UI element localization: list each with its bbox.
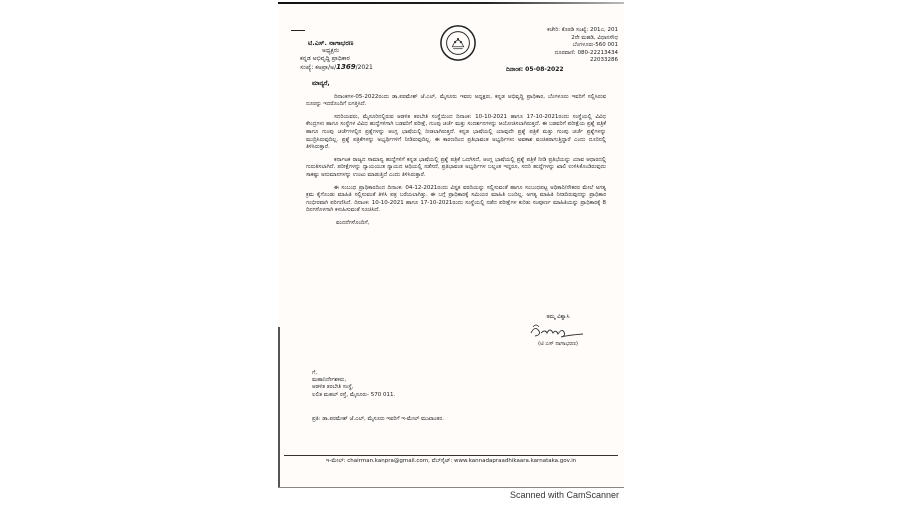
government-emblem-icon — [439, 24, 477, 62]
signatory-name: (ಟಿ ಎಸ್ ನಾಗಾಭರಣ) — [537, 341, 579, 347]
address-line: ಬೆಂಗಳೂರು-560 001 — [572, 42, 618, 48]
reference-number: 1369 — [336, 63, 356, 71]
address-line: 2ನೇ ಮಹಡಿ, ವಿಧಾನಸೌಧ — [571, 34, 618, 41]
email-address: chairman.kanpra@gmail.com — [347, 458, 429, 464]
reference-prefix: ಸಂಖ್ಯೆ: ಕಅಪ್ರಾ/ಅ/ — [300, 64, 337, 71]
copy-to: ಪ್ರತಿ: ಡಾ.ಪರಮೇಶ್ ಜೆ.ಎಲ್, ಮೈಸೂರು ಇವರಿಗೆ ಇ-ಮೇಲ್ ಮುಖಾಂತರ. — [312, 416, 444, 422]
office-address — [506, 27, 618, 73]
recipient-line: ಆಡಳಿತ ತರಬೇತಿ ಸಂಸ್ಥೆ, — [312, 384, 354, 391]
paragraph — [306, 157, 606, 180]
paragraph-text: ಈ ಸಂಬಂಧ ಪ್ರಾಧಿಕಾರದಿಂದ ದಿನಾಂಕ: 04-12-2021ರಂದು ವಿಸ್ತೃತ ವರದಿಯನ್ನು ಸಲ್ಲಿಸುವಂತೆ ಹಾಗೂ ಸಂಬಂಧಪಟ್ಟ ಅಧಿಕಾರಿ/ನೌಕರರ ಮೇಲೆ ಅಗತ್ಯ ಕ್ರಮ ಕೈಗೊಂಡು ಮಾಹಿತಿ ಸಲ್ಲಿಸುವಂತೆ ತಿಳಿಸಿ ಪತ್ರ ಬರೆಯಲಾಗಿತ್ತು. ಈ ಬಗ್ಗೆ ಪ್ರಾಧಿಕಾರಕ್ಕೆ ಸಮಿಯರ ಮಾಹಿತಿ ಬಂದಿಲ್ಲ. ಅಗತ್ಯ ಮಾಹಿತಿ ನೀಡದಿರುವುದನ್ನು ಪ್ರಾಧಿಕಾರ ಗಂಭೀರವಾಗಿ ಪರಿಗಣಿಸಿದೆ. ದಿನಾಂಕ: 10-10-2021 ಹಾಗೂ 17-10-2021ರಂದು ಸಂಸ್ಥೆಯಲ್ಲಿ ನಡೆದ ಪರೀಕ್ಷೆಗಳ ಕುರಿತು ಸಂಪೂರ್ಣ ಮಾಹಿತಿಯನ್ನು ಪ್ರಾಧಿಕಾರಕ್ಕೆ 8 ದಿನಗಳೊಳಗಾಗಿ ಕಳುಹಿಸುವಂತೆ ಸೂಚಿಸಿದೆ. — [306, 184, 606, 214]
sender-organization: ಕನ್ನಡ ಅಭಿವೃದ್ಧಿ ಪ್ರಾಧಿಕಾರ — [300, 55, 350, 62]
salutation: ಮಾನ್ಯರೆ, — [312, 80, 330, 87]
recipient-block — [312, 370, 395, 399]
scanned-letter-page — [278, 2, 624, 488]
page-bottom-edge — [278, 487, 624, 488]
address-line: ಕಚೇರಿ: ಕೊಠಡಿ ಸಂಖ್ಯೆ: 201ಎ, 201 — [547, 27, 618, 33]
sign-off: ತಮ್ಮ ವಿಶ್ವಾಸಿ — [546, 314, 570, 320]
footer-divider — [284, 455, 618, 456]
page-top-edge — [278, 2, 624, 4]
website-label: ವೆಬ್‌ಸೈಟ್: — [431, 458, 453, 464]
handwritten-signature-icon — [523, 321, 593, 341]
reference-year: /2021 — [355, 64, 373, 71]
recipient-line: ಲಲಿತ ಮಹಲ್ ರಸ್ತೆ, ಮೈಸೂರು- 570 011. — [312, 391, 396, 398]
letter-date: ದಿನಾಂಕ: 05-08-2022 — [506, 65, 564, 73]
signature-block — [508, 314, 608, 348]
paragraph-text: ದಿನಾಂಕಗಳ-05-2022ರಂದು ಡಾ.ಪರಮೇಶ್ ಜೆ.ಎಲ್, ಮೈಸೂರು ಇವರು ಅಧ್ಯಕ್ಷರು, ಕನ್ನಡ ಅಭಿವೃದ್ಧಿ ಪ್ರಾಧಿಕಾರ, ಬೆಂಗಳೂರು ಇವರಿಗೆ ಸಲ್ಲಿಸಿರುವ ದೂರನ್ನು ಇದರೊಂದಿಗೆ ಲಗತ್ತಿಸಿದೆ. — [306, 93, 606, 108]
reference-line — [300, 63, 373, 72]
sender-designation: ಅಧ್ಯಕ್ಷರು — [322, 47, 339, 54]
website-url: www.kannadapraadhikaara.karnataka.gov.in — [453, 458, 577, 464]
address-line: ದೂರವಾಣಿ: 080-22213434 — [554, 49, 618, 56]
letterhead-footer: ಇ-ಮೇಲ್: chairman.kanpra@gmail.com, ವೆಬ್‌ಸೈಟ್: www.kannadapraadhikaara.karnataka.gov.in — [325, 458, 577, 464]
paragraph — [306, 185, 606, 215]
closing: ವಂದನೆಗಳೊಂದಿಗೆ, — [336, 219, 370, 226]
email-label: ಇ-ಮೇಲ್: — [325, 458, 346, 464]
address-line: 22033286 — [590, 57, 618, 63]
recipient-line: ಗೆ, — [312, 370, 317, 376]
paragraph — [306, 94, 606, 109]
letter-body — [306, 80, 606, 228]
paragraph — [306, 114, 606, 152]
camscanner-watermark: Scanned with CamScanner — [510, 490, 620, 500]
sender-name: ಟಿ.ಎಸ್. ನಾಗಾಭರಣ — [308, 39, 354, 47]
recipient-line: ಮಹಾನಿರ್ದೇಶಕರು, — [312, 377, 347, 384]
sender-block — [300, 39, 373, 72]
paragraph-text: ಸದರಿಯವರು, ಮೈಸೂರಿನಲ್ಲಿರುವ ಆಡಳಿತ ತರಬೇತಿ ಸಂಸ್ಥೆಯಿಂದ ದಿನಾಂಕ: 10-10-2021 ಹಾಗೂ 17-10-2021ರಂದು ಸಂಸ್ಥೆಯಲ್ಲಿ ವಿವಿಧ ಕೇಂದ್ರಗಳು ಹಾಗೂ ಸಂಸ್ಥೆಗಳ ವಿವಿಧ ಹುದ್ದೆಗಳಿಗಾಗಿ ಬಡವರಿಗೆ ಪರೀಕ್ಷೆ, ಗುಂಪು ಚರ್ಚೆ ಮತ್ತು ಸಂದರ್ಶನಗಳನ್ನು ಆಯೋಜಿಸಲಾಗಿರುತ್ತದೆ. ಈ ಬಡವರಿಗೆ ಪರೀಕ್ಷೆಯ ಪ್ರಶ್ನೆ ಪತ್ರಿಕೆ ಹಾಗೂ ಗುಂಪು ಚರ್ಚೆಗಳಲ್ಲಿನ ಪ್ರಶ್ನೆಗಳನ್ನು ಆಂಗ್ಲ ಭಾಷೆಯಲ್ಲಿ ನೀಡಲಾಗಿರುತ್ತದೆ. ಕನ್ನಡ ಭಾಷೆಯಲ್ಲಿ ಯಾವುದೇ ಪ್ರಶ್ನೆ ಪತ್ರಿಕೆ ಮತ್ತು ಗುಂಪು ಚರ್ಚೆ ಪ್ರಶ್ನೆಗಳನ್ನು ಮುದ್ರಿಸಿರುವುದಿಲ್ಲ. ಪ್ರಶ್ನೆ ಪತ್ರಿಕೆಗಳನ್ನು ಅಭ್ಯರ್ಥಿಗಳಿಗೆ ನೀಡಿರುವುದಿಲ್ಲ. ಈ ಕಾರಣದಿಂದ ಪ್ರತಿಭಾವಂತ ಅಭ್ಯರ್ಥಿಗಳು ಅವಕಾಶ ವಂಚಿತರಾಗುತ್ತಿದ್ದಾರೆ ಎಂದು ದೂರಿನಲ್ಲಿ ತಿಳಿಸಿರುತ್ತಾರೆ. — [306, 113, 606, 151]
pen-mark — [291, 30, 305, 31]
paragraph-text: ಕರ್ನಾಟಕ ರಾಜ್ಯದ ಸಾಮಾನ್ಯ ಹುದ್ದೆಗಳಿಗೆ ಕನ್ನಡ ಭಾಷೆಯಲ್ಲಿ ಪ್ರಶ್ನೆ ಪತ್ರಿಕೆ ಒದಗಿಸದೆ, ಆಂಗ್ಲ ಭಾಷೆಯಲ್ಲಿ ಪ್ರಶ್ನೆ ಪತ್ರಿಕೆ ನೀಡಿ ಪ್ರತಿಭೆಯನ್ನು ಯಾವ ಆಧಾರದಲ್ಲಿ ಗುರುತಿಸಲಾಗಿದೆ. ಪರೀಕ್ಷೆಗಳನ್ನು ನ್ಯಾಯಯುತ ನ್ಯಾಯದ ಆಧಿಯಲ್ಲಿ ನಡೆಸದೆ, ಪ್ರತಿಭಾವಂತ ಅಭ್ಯರ್ಥಿಗಳ ಬಲ್ಲಂತ ಇದ್ದರೂ, ಸದರಿ ಹುದ್ದೆಗಳನ್ನು ಖಾಲಿ ಉಳಿಸಿಕೊಂಡಿರುವುದು ಸಾಕಷ್ಟು ಅನುಮಾನಗಳನ್ನು ಉಂಟು ಮಾಡುತ್ತಿದೆ ಎಂದು ತಿಳಿಸಿರುತ್ತಾರೆ. — [306, 156, 606, 178]
